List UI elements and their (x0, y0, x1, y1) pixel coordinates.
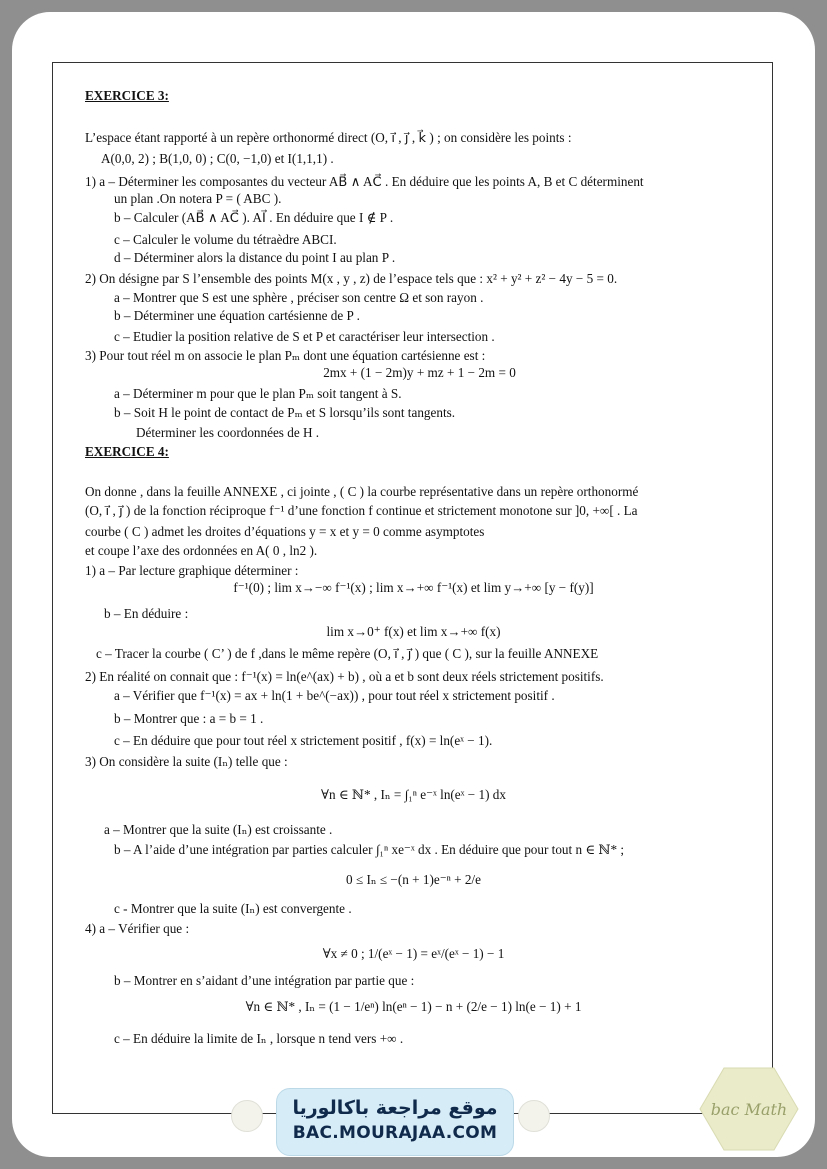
ex4-formula: lim x→0⁺ f(x) et lim x→+∞ f(x) (326, 624, 501, 639)
ex4-line: 3) On considère la suite (Iₙ) telle que : (85, 754, 288, 769)
ex4-line: a – Vérifier que f⁻¹(x) = ax + ln(1 + be^(−ax)) , pour tout réel x strictement positif . (114, 688, 555, 703)
ex3-line: a – Montrer que S est une sphère , préciser son centre Ω et son rayon . (114, 290, 484, 305)
ex4-line: courbe ( C ) admet les droites d’équations y = x et y = 0 comme asymptotes (85, 524, 485, 539)
left-logo-icon (231, 1100, 263, 1132)
ex4-line: c – Tracer la courbe ( C’ ) de f ,dans le même repère (O, i⃗ , j⃗ ) que ( C ), sur la feuille ANNEXE (96, 646, 599, 661)
ex4-line: c – En déduire la limite de Iₙ , lorsque n tend vers +∞ . (114, 1031, 404, 1046)
ex3-line: A(0,0, 2) ; B(1,0, 0) ; C(0, −1,0) et I(1,1,1) . (101, 151, 334, 166)
exercise4-title: EXERCICE 4: (85, 444, 169, 459)
ex3-line: 3) Pour tout réel m on associe le plan Pₘ dont une équation cartésienne est : (85, 348, 486, 363)
ex3-line: b – Calculer (AB⃗ ∧ AC⃗ ). AI⃗ . En déduire que I ∉ P . (114, 210, 394, 225)
ex4-formula: ∀x ≠ 0 ; 1/(eˣ − 1) = eˣ/(eˣ − 1) − 1 (322, 946, 505, 961)
ex4-formula: f⁻¹(0) ; lim x→−∞ f⁻¹(x) ; lim x→+∞ f⁻¹(x) et lim y→+∞ [y − f(y)] (233, 580, 594, 595)
ex4-line: 4) a – Vérifier que : (85, 921, 190, 936)
ex4-formula: ∀n ∈ ℕ* , Iₙ = (1 − 1/eⁿ) ln(eⁿ − 1) − n + (2/e − 1) ln(e − 1) + 1 (245, 999, 582, 1014)
right-logo-icon (518, 1100, 550, 1132)
ex3-line: un plan .On notera P = ( ABC ). (114, 191, 282, 206)
ex4-line: et coupe l’axe des ordonnées en A( 0 , ln2 ). (85, 543, 318, 558)
site-url[interactable]: BAC.MOURAJAA.COM (292, 1123, 498, 1143)
exercise3-title: EXERCICE 3: (85, 88, 169, 103)
ex3-line: L’espace étant rapporté à un repère orthonormé direct (O, i⃗ , j⃗ , k⃗ ) ; on considère les points : (85, 130, 572, 145)
ex3-line: c – Calculer le volume du tétraèdre ABCI. (114, 232, 337, 247)
ex3-equation: 2mx + (1 − 2m)y + mz + 1 − 2m = 0 (323, 365, 516, 380)
ex4-line: b – En déduire : (104, 606, 189, 621)
badge-text: bac Math (710, 1100, 788, 1119)
ex4-formula: 0 ≤ Iₙ ≤ −(n + 1)e⁻ⁿ + 2/e (346, 872, 481, 887)
ex4-line: b – Montrer en s’aidant d’une intégration par partie que : (114, 973, 415, 988)
ex4-line: On donne , dans la feuille ANNEXE , ci jointe , ( C ) la courbe représentative dans un repère orthonormé (85, 484, 639, 499)
site-name-arabic: موقع مراجعة باكالوريا (292, 1097, 498, 1119)
ex4-formula: ∀n ∈ ℕ* , Iₙ = ∫₁ⁿ e⁻ˣ ln(eˣ − 1) dx (321, 787, 506, 802)
ex4-line: c - Montrer que la suite (Iₙ) est convergente . (114, 901, 352, 916)
ex3-line: Déterminer les coordonnées de H . (136, 425, 320, 440)
ex4-line: 2) En réalité on connait que : f⁻¹(x) = ln(e^(ax) + b) , où a et b sont deux réels strictement positifs. (85, 669, 604, 684)
ex3-line: d – Déterminer alors la distance du point I au plan P . (114, 250, 396, 265)
ex3-line: 2) On désigne par S l’ensemble des points M(x , y , z) de l’espace tels que : x² + y² + z² − 4y − 5 = 0. (85, 271, 618, 286)
ex3-line: b – Soit H le point de contact de Pₘ et S lorsqu’ils sont tangents. (114, 405, 456, 420)
ex4-line: (O, i⃗ , j⃗ ) de la fonction réciproque f⁻¹ d’une fonction f continue et strictement monotone sur ]0, +∞[ . La (85, 503, 638, 518)
site-banner[interactable] (276, 1088, 514, 1156)
ex3-line: b – Déterminer une équation cartésienne de P . (114, 308, 360, 323)
ex4-line: a – Montrer que la suite (Iₙ) est croissante . (104, 822, 333, 837)
ex4-line: b – A l’aide d’une intégration par parties calculer ∫₁ⁿ xe⁻ˣ dx . En déduire que pour tout n ∈ ℕ* ; (114, 842, 625, 857)
ex3-line: 1) a – Déterminer les composantes du vecteur AB⃗ ∧ AC⃗ . En déduire que les points A, B et C déterminent (85, 174, 644, 189)
ex4-line: c – En déduire que pour tout réel x strictement positif , f(x) = ln(eˣ − 1). (114, 733, 493, 748)
ex4-line: b – Montrer que : a = b = 1 . (114, 711, 264, 726)
ex3-line: c – Etudier la position relative de S et P et caractériser leur intersection . (114, 329, 495, 344)
ex4-line: 1) a – Par lecture graphique déterminer : (85, 563, 299, 578)
ex3-line: a – Déterminer m pour que le plan Pₘ soit tangent à S. (114, 386, 402, 401)
bac-math-badge-icon (698, 1066, 800, 1152)
